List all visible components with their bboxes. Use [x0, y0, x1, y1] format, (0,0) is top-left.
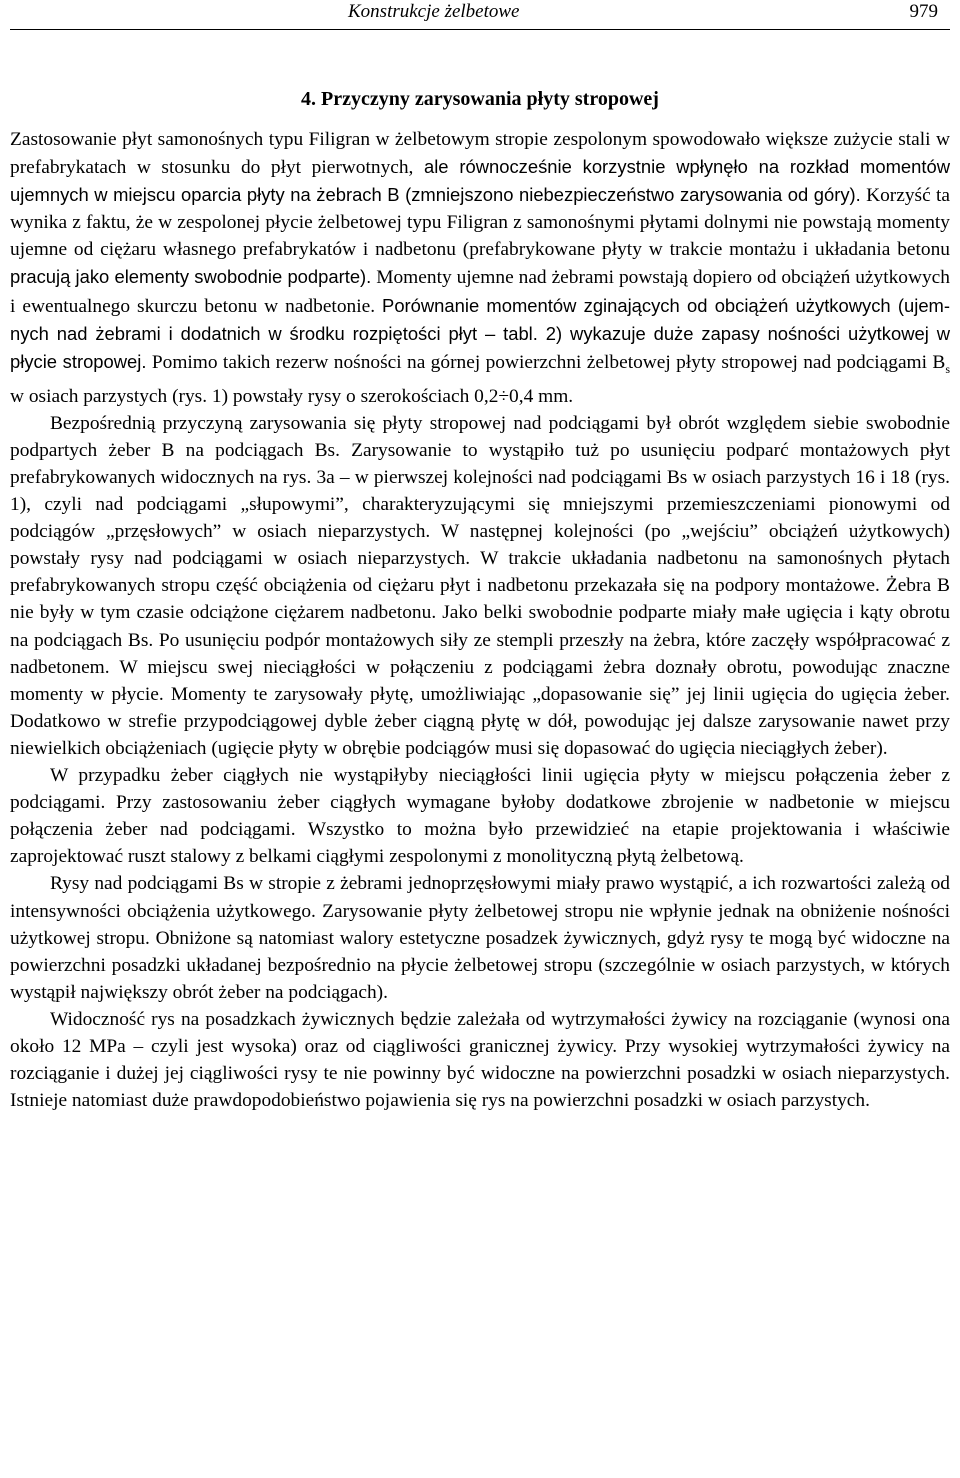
paragraph-5: Widoczność rys na posadzkach żywicznych będzie zależała od wytrzymałości żywicy na rozciąganie (wynosi ona około 12 MPa – czyli jest wysoka) oraz od ciągliwości granicznej żywicy. Przy wysokiej wytrzymałości żywicy na rozciąganie i dużej jej ciągliwości rysy te nie powinny być widoczne na powierzchni posadzki w osiach nieparzystych. Istnieje natomiast duże prawdopodobieństwo pojawienia się rys na powierzchni posadzki w osiach parzystych. [10, 1008, 950, 1112]
body-text [10, 126, 950, 1114]
paragraph-1-part-d: pracują jako elementy swobodnie podparte). [10, 266, 372, 288]
page-number: 979 [909, 1, 938, 22]
paragraph-2: Bezpośrednią przyczyną zarysowania się płyty stropowej nad podciągami był obrót względem siebie swobodnie podpartych żeber B na podciągach Bs. Zarysowanie to wystąpiło tuż po usunięciu podparć montażowych płyt prefabrykowanych widocznych na rys. 3a – w pierwszej kolejności nad podciągami Bs w osiach parzystych 16 i 18 (rys. 1), czyli nad podciągami „słupowymi”, charakteryzującymi się mniejszymi przemieszczeniami pionowymi od podciągów „przęsłowych” w osiach nieparzystych. W następnej kolejności (po „wejściu” obciążeń użytkowych) powstały rysy nad podciągami w osiach nieparzystych. W trakcie układania nadbetonu na samonośnych płytach prefabrykowanych stropu część obciążenia od ciężaru płyt i nadbetonu przekazała się na podpory montażowe. Żebra B nie były w tym czasie odciążone ciężarem nadbetonu. Jako belki swobodnie podparte miały małe ugięcia i kąty obrotu na podciągach Bs. Po usunięciu podpór montażowych siły ze stempli przeszły na żebra, które zaczęły współpracować z nadbetonem. W miejscu swej nieciągłości w połączeniu z podciągami żebra doznały obrotu, powodując znaczne momenty w płycie. Momenty te zarysowały płytę, umożliwiając „dopasowanie się” jej linii ugięcia do ugięcia żeber. Dodatkowo w strefie przypodciągowej dyble żeber ciągną płytę w dół, powodując jej dalsze zarysowanie nawet przy niewielkich obciążeniach (ugięcie płyty w obrębie podciągów musi się dopasować do ugięcia nieciągłych żeber). [10, 412, 950, 759]
paragraph-1-part-e: Momenty ujemne nad żebrami powstają dopiero od obciążeń użytkowych i ewentualnego skurczu betonu w nadbetonie. [10, 267, 950, 317]
paragraph-1 [10, 126, 950, 410]
subscript-s: s [945, 361, 950, 376]
header-rule [10, 29, 950, 30]
paragraph-4: Rysy nad podciągami Bs w stropie z żebrami jednoprzęsłowymi miały prawo wystąpić, a ich rozwartości zależą od intensywności obciążenia użytkowego. Zarysowanie płyty żelbetowej stropu nie wpłynie jednak na obniżenie nośności użytkowej stropu. Obniżone są natomiast walory estetyczne posadzek żywicznych, gdyż rysy te mogą być widoczne na powierzchni posadzki układanej bezpośrednio na płycie żelbetowej stropu (szczególnie w osiach parzystych, w których wystąpił największy obrót żeber na podciągach). [10, 873, 950, 1003]
paragraph-1-part-g: Pomimo takich rezerw nośności na górnej powierzchni żelbetowej płyty stropowej nad podciągami B [146, 351, 946, 373]
running-header [10, 0, 950, 26]
section-heading: 4. Przyczyny zarysowania płyty stropowej [301, 88, 659, 110]
paragraph-1-part-b: ale równocześnie korzystnie wpłynęło na rozkład momentów ujemnych w miejscu oparcia płyty na żebrach B (zmniejszono niebezpieczeństwo zarysowania od góry). [10, 156, 950, 206]
paragraph-1-part-c: Korzyść ta wynika z faktu, że w zespolonej płycie żelbetowej typu Filigran z samonośnymi płytami dolnymi nie powstają momenty ujemne od ciężaru własnego prefabrykatów i nadbetonu (prefabrykowane płyty w trakcie montażu i układania betonu [10, 185, 950, 261]
paragraph-1-part-f: Porównanie momentów zginających od obciążeń użytkowych (ujemnych nad żebrami i dodatnich w środku rozpiętości płyt – tabl. 2) wykazuje duże zapasy nośności użytkowej w płycie stropowej. [10, 294, 950, 372]
running-title: Konstrukcje żelbetowe [348, 1, 520, 22]
paragraph-3: W przypadku żeber ciągłych nie wystąpiłyby nieciągłości linii ugięcia płyty w miejscu połączenia żeber z podciągami. Przy zastosowaniu żeber ciągłych wymagane byłoby dodatkowe zbrojenie w nadbetonie w miejscu połączenia żeber nad podciągami. Wszystko to można było przewidzieć na etapie projektowania i właściwie zaprojektować ruszt stalowy z belkami ciągłymi zespolonymi z monolityczną płytą żelbetową. [10, 765, 950, 868]
paragraph-1-part-h: w osiach parzystych (rys. 1) powstały rysy o szerokościach 0,2÷0,4 mm. [10, 385, 574, 407]
paragraph-1-part-a: Zastosowanie płyt samonośnych typu Filigran w żelbetowym stropie zespolonym spowodowało większe zużycie stali w prefabrykatach w stosunku do płyt pierwotnych, [10, 129, 950, 179]
